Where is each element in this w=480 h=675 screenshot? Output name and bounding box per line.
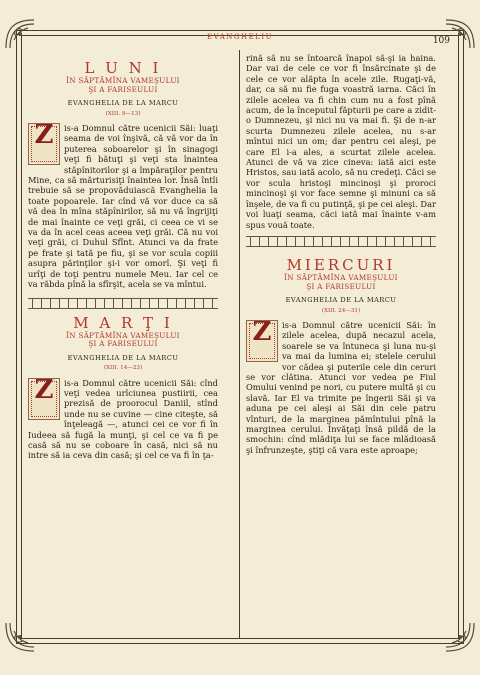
- section-subtitle: ŞI A FARISEULUI: [306, 281, 376, 291]
- gospel-text-continuation: rină să nu se întoarcă înapoi să-şi ia haina. Dar vai de cele ce vor fi însărcinate şi de cele ce vor alăpta în acele zile. Rugaţi-vă, dar, ca să nu fie fuga voastră iarna. Căci în zilele acelea va fi chin cum nu a fost pînă acum, de la începutul făpturii pe care a zidit-o Dumnezeu, şi nici nu va mai fi. Şi de n-ar scurta Dumnezeu zilele acelea, nu s-ar mîntui nici un om; dar pentru cei aleşi, pe care El i-a ales, a scurtat zilele acelea. Atunci de vă va zice cineva: iată aici este Hristos, sau iată acolo, să nu credeţi. Căci se vor scula hristoşi mincinoşi şi proroci mincinoşi şi vor face semne şi minuni ca să înşele, de va fi cu putinţă, şi pe cei aleşi. Dar voi luaţi seama, căci iată mai înainte v-am spus vouă toate.: [246, 53, 436, 230]
- ornamental-divider: [28, 298, 218, 309]
- ornamental-divider: [246, 236, 436, 247]
- section-title-miercuri: MIERCURI: [286, 255, 396, 274]
- ornament-corner-icon: [4, 621, 36, 653]
- gospel-heading: EVANGHELIA DE LA MARCU: [67, 353, 179, 362]
- section-subtitle: ÎN SĂPTĂMÎNA VAMEŞULUI: [284, 272, 398, 282]
- left-column: [28, 60, 218, 461]
- gospel-text-marti: is-a Domnul către ucenicii Săi: cînd veţi vedea urîciunea pustiirii, cea prezisă de proorocul Daniil, stînd unde nu se cuvine — cine citeşte, să înţeleagă —, atunci cei ce vor fi în Iudeea să fugă la munţi, şi cel ce va fi pe casă să nu se coboare în casă, nici să nu intre să ia ceva din casă; şi cel ce va fi în ţa-: [28, 377, 218, 461]
- gospel-heading: EVANGHELIA DE LA MARCU: [285, 296, 397, 305]
- running-title: EVANGHELIU: [207, 33, 273, 41]
- decorated-initial-icon: Z: [28, 123, 60, 165]
- page-number: 109: [432, 36, 450, 46]
- section-title-luni: L U N I: [84, 59, 162, 77]
- ornament-corner-icon: [444, 621, 476, 653]
- decorated-initial-icon: Z: [28, 378, 60, 420]
- section-subtitle: ŞI A FARISEULUI: [88, 339, 158, 349]
- section-title-marti: M A R Ţ I: [73, 313, 173, 332]
- section-subtitle: ÎN SĂPTĂMÎNA VAMEŞULUI: [66, 76, 180, 85]
- section-subtitle: ÎN SĂPTĂMÎNA VAMEŞULUI: [66, 330, 180, 340]
- right-column: [246, 53, 436, 455]
- gospel-text-luni: is-a Domnul către ucenicii Săi: luaţi seama de voi înşivă, că vă vor da în puterea soboarelor şi în sinagogi veţi fi bătuţi şi veţi sta înaintea stăpînitorilor şi a împăraţilor pentru Mine, ca să mărturisiţi înaintea lor. Însă întîi trebuie să se propovăduiască Evanghelia la toate popoarele. Iar cînd vă vor duce ca să vă dea în mîna stăpînirilor, să nu vă îngrijiţi de mai înainte ce veţi grăi, ci ceea ce vi se va da în acel ceas aceea veţi grăi. Că nu voi veţi grăi, ci Duhul Sfînt. Atunci va da frate pe frate şi tată pe fiu, şi se vor scula copiii asupra părinţilor şi-i vor omorî. Şi veţi fi urîţi de toţi pentru numele Meu. Iar cel ce va răbda pînă la sfîrşit, acela se va mîntui.: [28, 123, 218, 290]
- scripture-reference: (XIII. 14—23): [103, 365, 143, 372]
- scripture-reference: (XIII. 9—13): [105, 110, 141, 117]
- decorated-initial-icon: Z: [246, 320, 278, 362]
- section-subtitle: ŞI A FARISEULUI: [88, 84, 158, 94]
- gospel-heading: EVANGHELIA DE LA MARCU: [67, 99, 179, 108]
- scripture-reference: (XIII. 24—31): [321, 307, 361, 314]
- gospel-text-miercuri: is-a Domnul către ucenicii Săi: în zilele acelea, după necazul acela, soarele se va întuneca şi luna nu-şi va mai da lumina ei; stelele cerului vor cădea şi puterile cele din ceruri se vor clătina. Atunci vor vedea pe Fiul Omului venind pe nori, cu putere multă şi cu slavă. Iar El va trimite pe îngerii Săi şi va aduna pe cei aleşi ai Săi din cele patru vînturi, de la marginea pămîntului pînă la marginea cerului. Învăţaţi însă pildă de la smochin: cînd mlădiţa lui se face mlădioasă şi înfrunzeşte, ştiţi că vara este aproape;: [246, 319, 436, 455]
- column-divider: [239, 50, 240, 638]
